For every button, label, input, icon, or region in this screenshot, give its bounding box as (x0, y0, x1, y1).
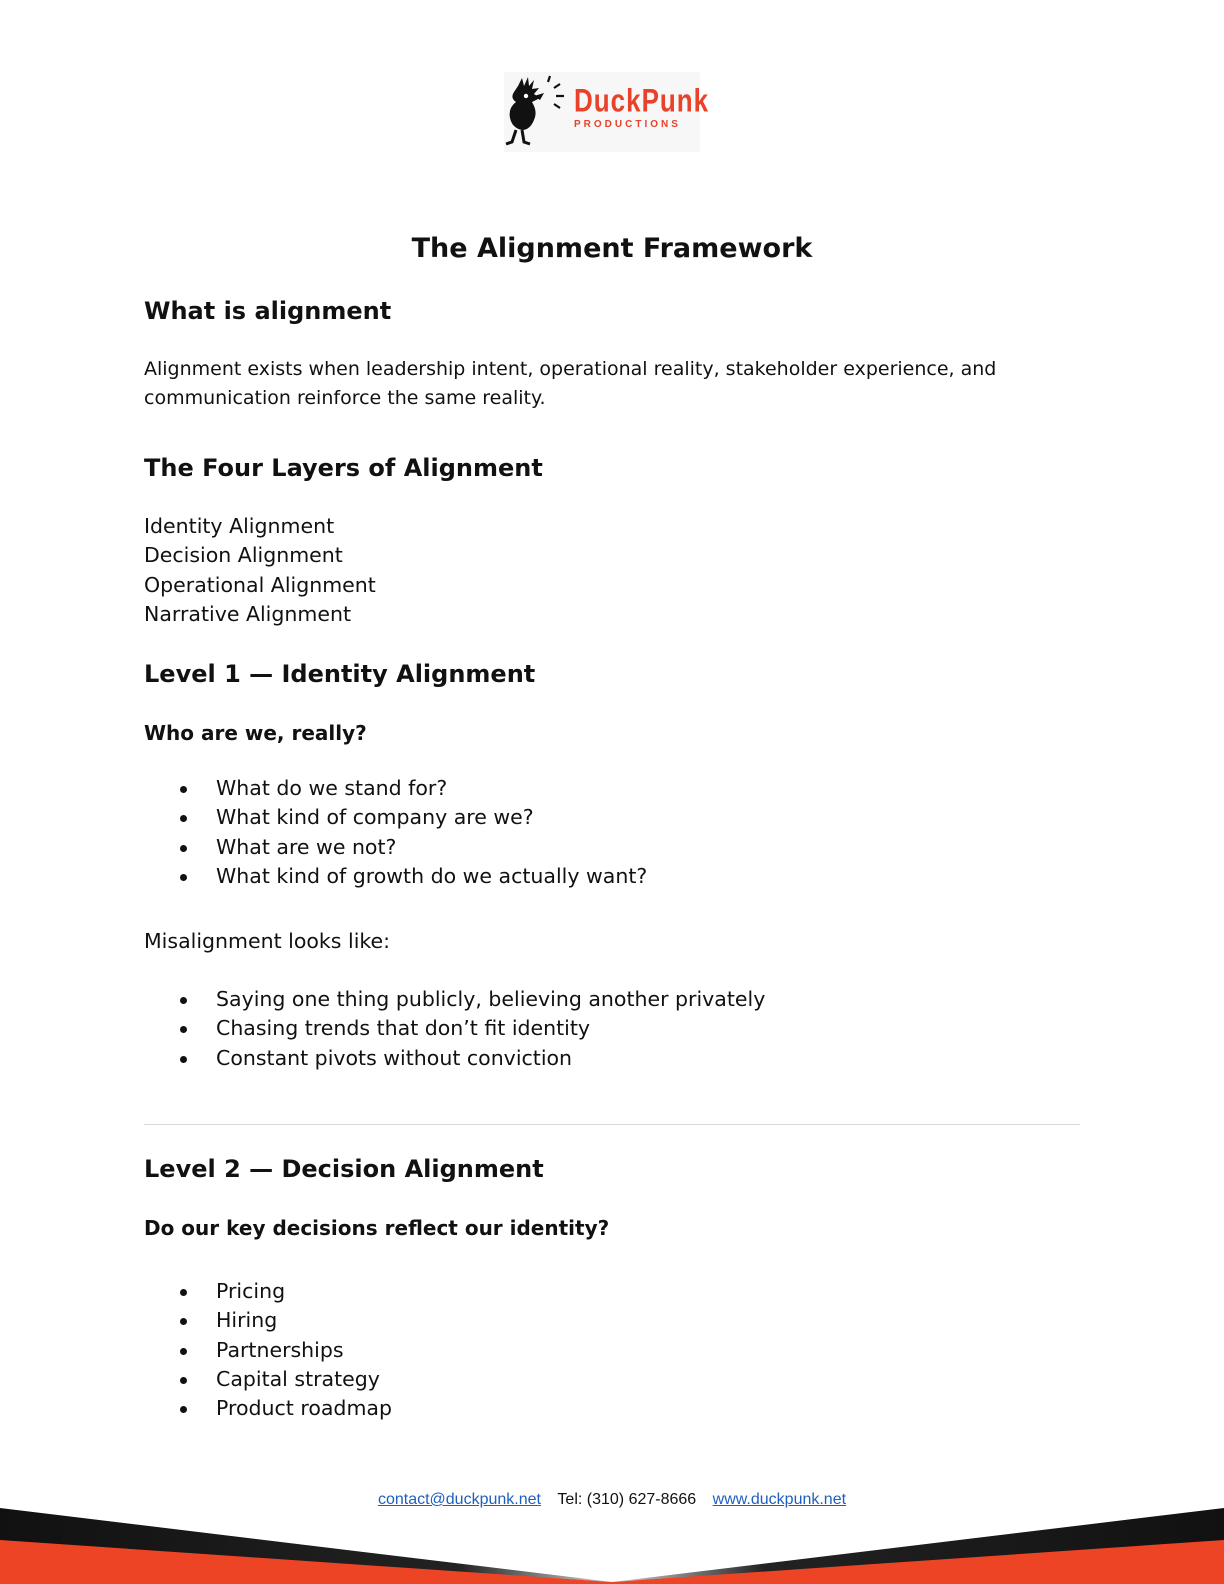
list-item: Constant pivots without conviction (144, 1044, 765, 1073)
list-item: Chasing trends that don’t fit identity (144, 1014, 765, 1043)
section-heading-level-1: Level 1 — Identity Alignment (144, 660, 536, 688)
layer-item: Narrative Alignment (144, 601, 351, 626)
bullet-icon (180, 815, 187, 822)
bullet-icon (180, 1056, 187, 1063)
list-item: Pricing (144, 1277, 392, 1306)
section-heading-four-layers: The Four Layers of Alignment (144, 454, 543, 482)
section-heading-what-is-alignment: What is alignment (144, 297, 392, 325)
footer-phone: Tel: (310) 627-8666 (557, 1491, 697, 1508)
list-item: Hiring (144, 1306, 392, 1335)
bullet-icon (180, 1377, 187, 1384)
bullet-icon (180, 1318, 187, 1325)
level-2-question: Do our key decisions reflect our identity? (144, 1216, 610, 1240)
section-heading-level-2: Level 2 — Decision Alignment (144, 1155, 544, 1183)
layers-list (144, 512, 376, 629)
logo-name: DuckPunk (574, 81, 710, 119)
bullet-icon (180, 1348, 187, 1355)
list-item: Saying one thing publicly, believing another privately (144, 985, 765, 1014)
alignment-definition: Alignment exists when leadership intent, operational reality, stakeholder experience, and communication reinforce the same reality. (144, 358, 997, 409)
level-1-questions-list (144, 774, 647, 891)
footer-website-link[interactable]: www.duckpunk.net (712, 1491, 847, 1508)
layer-item: Identity Alignment (144, 514, 335, 538)
layer-item: Decision Alignment (144, 543, 343, 568)
bullet-icon (180, 1406, 187, 1413)
logo-wordmark (574, 81, 710, 132)
footer-email-link[interactable]: contact@duckpunk.net (377, 1491, 541, 1508)
logo-subtitle: PRODUCTIONS (574, 119, 681, 130)
footer-band (0, 1500, 1224, 1584)
page-title: The Alignment Framework (411, 233, 813, 264)
duckpunk-logo (504, 72, 710, 152)
section-divider (144, 1124, 1080, 1125)
bullet-icon (180, 874, 187, 881)
layer-item: Operational Alignment (144, 572, 376, 597)
bullet-icon (180, 1026, 187, 1033)
list-item: What kind of growth do we actually want? (144, 862, 647, 891)
bullet-icon (180, 845, 187, 852)
list-item: Product roadmap (144, 1394, 392, 1423)
list-item: What are we not? (144, 833, 647, 862)
bullet-icon (180, 786, 187, 793)
misalignment-list (144, 985, 765, 1073)
level-1-question: Who are we, really? (144, 721, 367, 745)
duck-mascot-icon (504, 72, 574, 152)
list-item: What kind of company are we? (144, 803, 647, 832)
list-item: Partnerships (144, 1336, 392, 1365)
level-2-decisions-list (144, 1277, 392, 1423)
footer-contacts (0, 1489, 1224, 1511)
list-item: Capital strategy (144, 1365, 392, 1394)
misalignment-label: Misalignment looks like: (144, 929, 391, 953)
bullet-icon (180, 997, 187, 1004)
bullet-icon (180, 1289, 187, 1296)
list-item: What do we stand for? (144, 774, 647, 803)
